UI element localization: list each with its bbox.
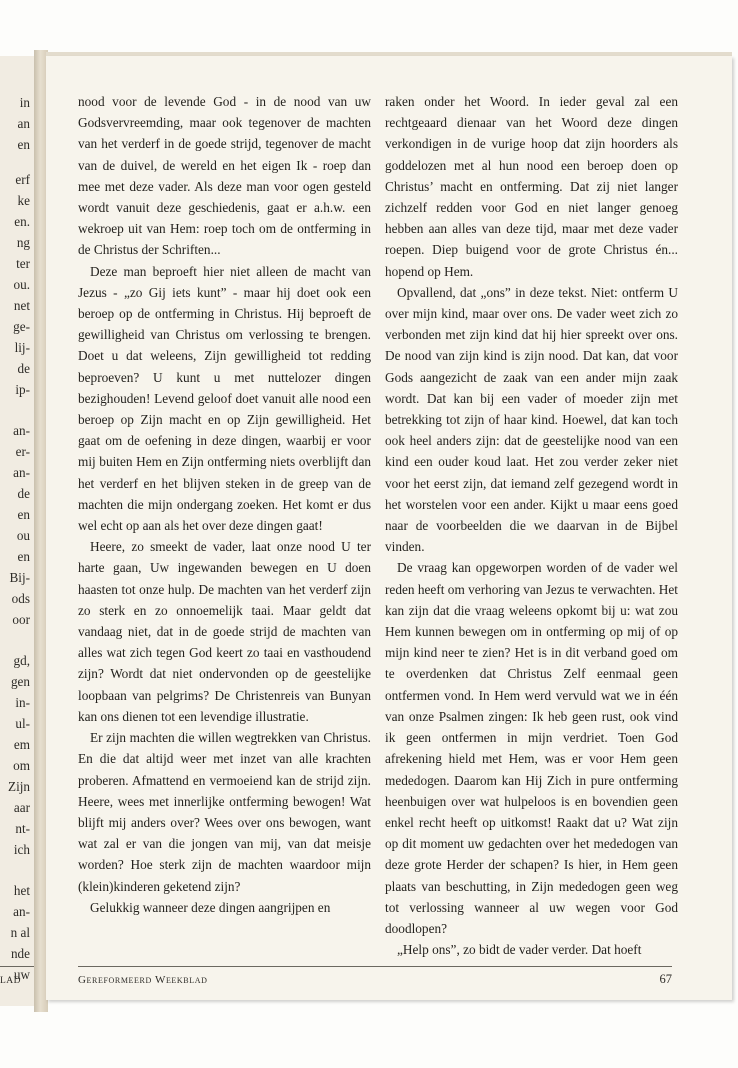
paragraph: nood voor de levende God - in de nood van uw Godsvervreemding, maar ook tegenover de machten van het verderf in de goede strijd, tegenover de macht van de duivel, de wereld en het eigen Ik - roep dan mee met deze vader. Als deze man voor ogen gesteld wordt vanuit deze geschiedenis, gaat er a.h.w. een wekroep uit van Hem: roep toch om de ontferming in de Christus der Schriften... [78, 94, 371, 258]
left-page-text-fragment: erf [15, 172, 30, 187]
page-number: 67 [659, 972, 672, 986]
left-page-text-fragment: an- [13, 465, 30, 480]
left-page-footer: LAD [0, 976, 22, 986]
left-page-text-fragment: nde [10, 946, 30, 961]
left-page-text-fragment: ip- [15, 382, 30, 397]
text-column-left [78, 91, 371, 918]
left-page-text-fragment: nt- [15, 821, 30, 836]
left-page-text-fragment: net [13, 298, 30, 313]
left-page-text-fragment: en [17, 507, 30, 522]
left-page-text-fragment: de [17, 361, 30, 376]
footer-rule [78, 966, 672, 967]
left-page-text-fragment: aar [13, 800, 30, 815]
left-page-text-fragment: in- [15, 695, 30, 710]
paragraph: Er zijn machten die willen wegtrekken van Christus. En die dat altijd weer met inzet van alle krachten proberen. Afmattend en vermoeiend kan de strijd zijn. Heere, wees met innerlijke ontferming bewogen! Wat blijft mij anders over? Wees over ons bewogen, want wat zal er van die jongen van mij, van dat meisje worden? Hoe sterk zijn de machten waardoor mijn (klein)kinderen geketend zijn? [78, 730, 371, 894]
left-page-text-fragment: ng [16, 235, 30, 250]
left-page-text-fragment: en. [14, 214, 30, 229]
paragraph: „Help ons”, zo bidt de vader verder. Dat hoeft [397, 942, 642, 958]
left-page-text-fragment: ods [11, 591, 30, 606]
paragraph: Gelukkig wanneer deze dingen aangrijpen en [90, 899, 331, 915]
left-page-text-fragment: an [17, 116, 30, 131]
left-page-text-fragment: en [17, 137, 30, 152]
left-page-text-fragment: Zijn [8, 779, 30, 794]
text-column-right [385, 91, 678, 960]
left-page-text-fragment: ou [16, 528, 30, 543]
left-page-edge [0, 56, 36, 1006]
left-page-text-fragment: ou. [13, 277, 30, 292]
paragraph: Deze man beproeft hier niet alleen de macht van Jezus - „zo Gij iets kunt” - maar hij doet ook een beroep op de ontferming in Christus. Hij beproeft de gewilligheid van Christus om verlossing te brengen. Doet u dat weleens, Zijn gewilligheid tot redding beproeven? U kunt u met nuttelozer dingen bezighouden! Levend geloof doet vanuit alle nood een beroep op Zijn macht en op Zijn gewilligheid. Het gaat om de oefening in deze dingen, waarbij er voor mij buiten Hem en Zijn ontferming niets overblijft dan het verderf en het blijven steken in de greep van de machten die mijn ondergang zoeken. Het komt er dus wel echt op aan als het over deze dingen gaat! [78, 263, 371, 534]
left-page-text-fragment: an- [13, 423, 30, 438]
left-page-footer-rule [0, 966, 34, 967]
left-page-text-fragment: an- [13, 904, 30, 919]
left-page-text-fragment: lij- [14, 340, 30, 355]
left-page-text-fragment: uw [13, 967, 30, 982]
left-page-text-fragment: de [17, 486, 30, 501]
left-page-text-fragment: gen [10, 674, 30, 689]
left-page-text-fragment: en [17, 549, 30, 564]
paragraph: Opvallend, dat „ons” in deze tekst. Niet: ontferm U over mijn kind, maar over ons. De vader weet zich zo verbonden met zijn kind dat hij hier spreekt over ons. De nood van zijn kind is zijn nood. Dat kan, dat voor Gods aangezicht de zaak van een ander mijn zaak wordt. Dat kan bij een vader of moeder zijn met betrekking tot zijn of haar kind. Hoewel, dat kan toch ook heel anders zijn: dat de geestelijke nood van een kind een ouder koud laat. Het zou verder zeker niet voor het eerst zijn, dat iemand zelf gezegend wordt in het worstelen voor een ander. Kijkt u maar eens goed naar de voorbeelden die we daarvan in de Bijbel vinden. [385, 284, 678, 555]
left-page-text-fragment: er- [15, 444, 30, 459]
paragraph: raken onder het Woord. In ieder geval zal een rechtgeaard dienaar van het Woord deze dingen verkondigen in de vurige hoop dat zijn hoorders als goddelozen met al hun nood een beroep doen op Christus’ macht en ontferming. Dat zij niet langer zichzelf redden voor God en niet langer genoeg hebben aan alles van deze tijd, maar met deze vader roepen. Diep buigend voor de grote Christus én... hopend op Hem. [385, 94, 678, 279]
left-page-text-fragment: ter [16, 256, 30, 271]
left-page-text-fragment: n al [10, 925, 30, 940]
paragraph: Heere, zo smeekt de vader, laat onze nood U ter harte gaan, Uw ingewanden bewegen en U doen haasten tot onze hulp. De machten van het verderf zijn zo sterk en zo onnoemelijk taai. Maar geldt dat vandaag niet, dat in de goede strijd de machten van alles wat zich tegen God keert zo taai en vasthoudend zijn? Wordt dat niet ondervonden op de geestelijke loopbaan van pelgrims? De Christenreis van Bunyan kan ons dienen tot een levendige illustratie. [78, 539, 371, 724]
left-page-text-fragment: ke [17, 193, 30, 208]
left-page-text-fragment: ich [13, 842, 30, 857]
paragraph: De vraag kan opgeworpen worden of de vader wel reden heeft om verhoring van Jezus te verwachten. Het kan zijn dat die vraag weleens opkomt bij u: wat zou Hem kunnen bewegen om in ontferming op mij of op mijn kind neer te zien? Het is in dit verband goed om te overdenken dat Christus Zelf eenmaal geen ontfermen vond. In Hem werd vervuld wat we in één van onze Psalmen zingen: Ik heb geen rust, ook vind ik geen ontfermen in mijn verdriet. Toen God afrekening hield met Hem, was er voor Hem geen mededogen. Daarom kan Hij Zich in pure ontferming heenbuigen over wat hulpeloos is en bovendien geen enkel recht heeft op uitkomst! Raakt dat u? Wat zijn op dit moment uw gedachten over het mededogen van deze grote Herder der schapen? Is hier, in Hem geen plaats van beschutting, in Zijn mededogen geen weg tot verlossing wanneer al uw wegen voor God doodlopen? [385, 560, 678, 936]
left-page-text-fragment: Bij- [9, 570, 30, 585]
left-page-text-fragment: oor [12, 612, 30, 627]
left-page-text-fragment: om [13, 758, 30, 773]
footer-publication-title: Gereformeerd Weekblad [78, 974, 208, 986]
left-page-text-fragment: in [19, 95, 30, 110]
left-page-text-fragment: em [13, 737, 30, 752]
left-page-text-fragment: het [13, 883, 30, 898]
left-page-text-fragment: gd, [13, 653, 30, 668]
left-page-text-fragment: ge- [13, 319, 30, 334]
left-page-text-fragment: ul- [15, 716, 30, 731]
